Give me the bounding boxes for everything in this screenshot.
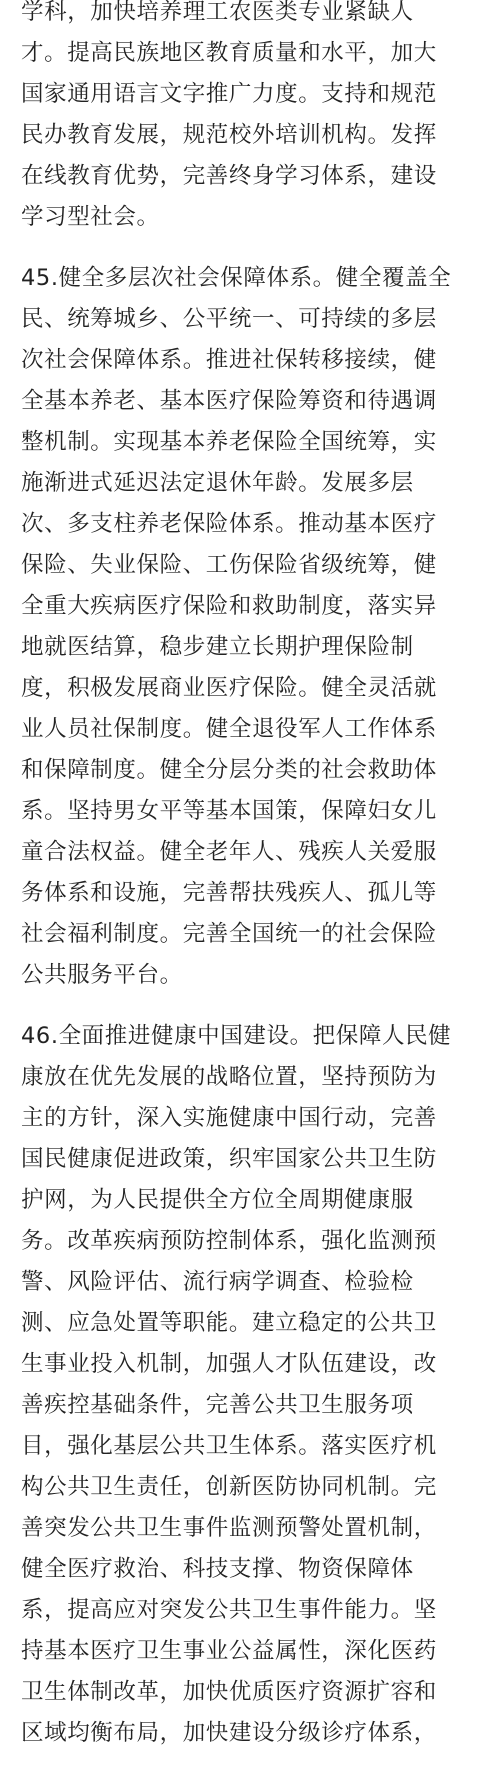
text-line: 系，提高应对突发公共卫生事件能力。坚 — [21, 1597, 437, 1623]
text-line: 持基本医疗卫生事业公益属性，深化医药 — [21, 1638, 437, 1664]
text-line: 健全医疗救治、科技支撑、物资保障体 — [21, 1556, 414, 1582]
text-line: 务。改革疾病预防控制体系，强化监测预 — [21, 1228, 437, 1254]
text-line: 善疾控基础条件，完善公共卫生服务项 — [21, 1392, 414, 1418]
text-line: 才。提高民族地区教育质量和水平，加大 — [21, 40, 437, 66]
text-line: 民、统筹城乡、公平统一、可持续的多层 — [21, 306, 437, 332]
text-line: 地就医结算，稳步建立长期护理保险制 — [21, 634, 414, 660]
text-line: 整机制。实现基本养老保险全国统筹，实 — [21, 429, 437, 455]
text-line: 保险、失业保险、工伤保险省级统筹，健 — [21, 552, 437, 578]
text-line: 护网，为人民提供全方位全周期健康服 — [21, 1187, 414, 1213]
text-line: 务体系和设施，完善帮扶残疾人、孤儿等 — [21, 880, 437, 906]
text-line: 区域均衡布局，加快建设分级诊疗体系， — [21, 1720, 437, 1746]
text-line: 和保障制度。健全分层分类的社会救助体 — [21, 757, 437, 783]
text-line: 全基本养老、基本医疗保险筹资和待遇调 — [21, 388, 437, 414]
text-line: 46.全面推进健康中国建设。把保障人民健 — [21, 1023, 452, 1049]
paragraph — [0, 1016, 480, 1754]
text-line: 学习型社会。 — [21, 204, 160, 230]
text-line: 测、应急处置等职能。建立稳定的公共卫 — [21, 1310, 437, 1336]
text-line: 警、风险评估、流行病学调查、检验检 — [21, 1269, 414, 1295]
paragraph — [0, 0, 480, 238]
text-line: 度，积极发展商业医疗保险。健全灵活就 — [21, 675, 437, 701]
text-line: 全重大疾病医疗保险和救助制度，落实异 — [21, 593, 437, 619]
text-line: 善突发公共卫生事件监测预警处置机制， — [21, 1515, 437, 1541]
text-line: 康放在优先发展的战略位置，坚持预防为 — [21, 1064, 437, 1090]
text-line: 目，强化基层公共卫生体系。落实医疗机 — [21, 1433, 437, 1459]
text-line: 公共服务平台。 — [21, 962, 183, 988]
text-line: 童合法权益。健全老年人、残疾人关爱服 — [21, 839, 437, 865]
text-line: 系。坚持男女平等基本国策，保障妇女儿 — [21, 798, 437, 824]
text-line: 民办教育发展，规范校外培训机构。发挥 — [21, 122, 437, 148]
text-line: 在线教育优势，完善终身学习体系，建设 — [21, 163, 437, 189]
text-line: 45.健全多层次社会保障体系。健全覆盖全 — [21, 265, 452, 291]
text-line: 卫生体制改革，加快优质医疗资源扩容和 — [21, 1679, 437, 1705]
text-line: 国民健康促进政策，织牢国家公共卫生防 — [21, 1146, 437, 1172]
text-line: 次社会保障体系。推进社保转移接续，健 — [21, 347, 437, 373]
text-line: 学科，加快培养理工农医类专业紧缺人 — [21, 0, 414, 25]
text-line: 次、多支柱养老保险体系。推动基本医疗 — [21, 511, 437, 537]
text-line: 国家通用语言文字推广力度。支持和规范 — [21, 81, 437, 107]
text-line: 构公共卫生责任，创新医防协同机制。完 — [21, 1474, 437, 1500]
text-line: 业人员社保制度。健全退役军人工作体系 — [21, 716, 437, 742]
text-line: 主的方针，深入实施健康中国行动，完善 — [21, 1105, 437, 1131]
text-line: 社会福利制度。完善全国统一的社会保险 — [21, 921, 437, 947]
text-line: 生事业投入机制，加强人才队伍建设，改 — [21, 1351, 437, 1377]
paragraph — [0, 258, 480, 996]
text-line: 施渐进式延迟法定退休年龄。发展多层 — [21, 470, 414, 496]
